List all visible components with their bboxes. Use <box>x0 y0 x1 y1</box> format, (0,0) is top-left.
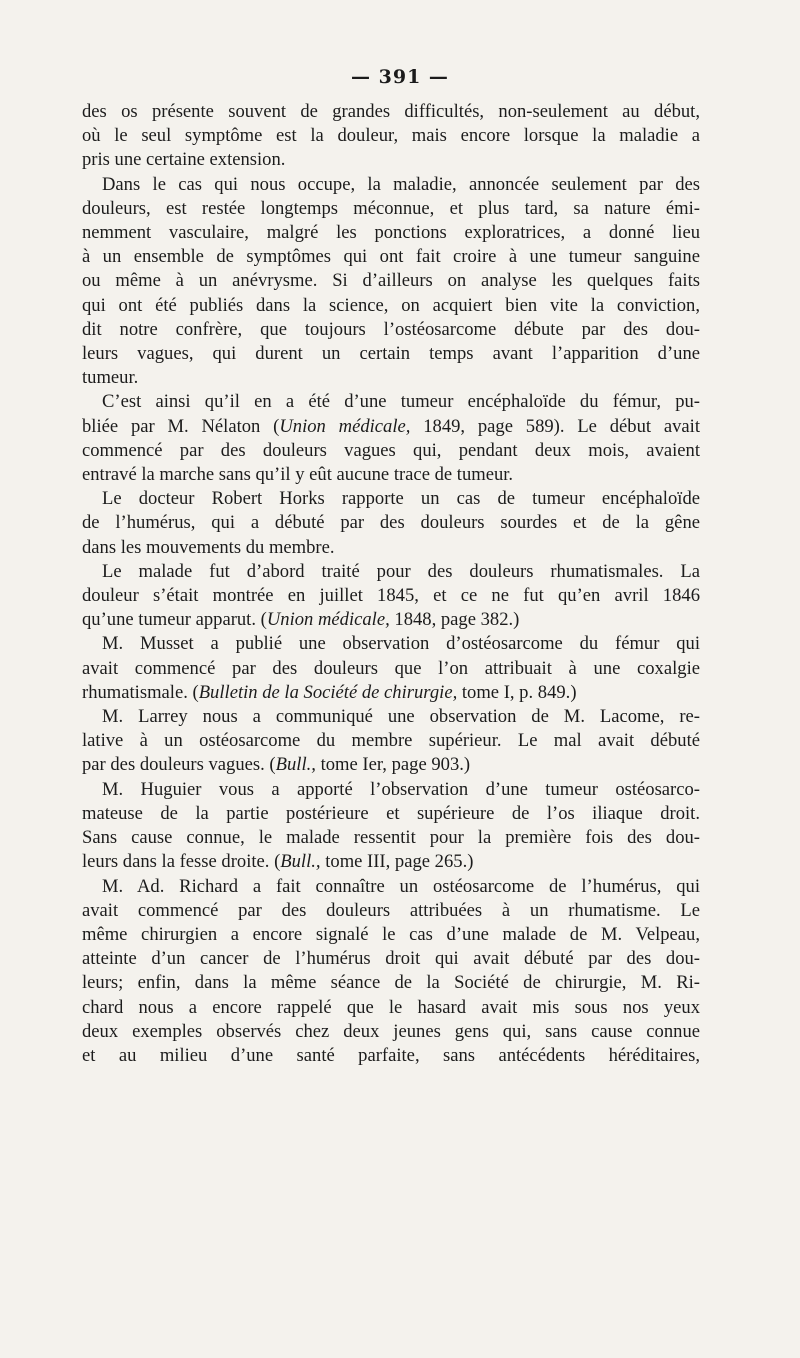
text-line <box>82 729 700 753</box>
text-segment: pris une certaine extension. <box>82 149 286 171</box>
text-segment: et au milieu d’une santé parfaite, sans antécédents héréditaires, <box>82 1044 700 1066</box>
text-line <box>82 996 700 1020</box>
text-segment: des os présente souvent de grandes difficultés, non-seulement au début, <box>82 101 700 122</box>
text-line <box>82 197 700 221</box>
text-line <box>82 802 700 826</box>
text-segment: atteinte d’un cancer de l’humérus droit qui avait débuté par des dou- <box>82 948 700 970</box>
italic-citation: Bull., <box>280 851 321 873</box>
text-segment: M. Ad. Richard a fait connaître un ostéosarcome de l’humérus, qui <box>102 875 700 897</box>
text-segment: de l’humérus, qui a débuté par des douleurs sourdes et de la gêne <box>82 512 700 534</box>
text-segment: rhumatismale. ( <box>82 681 199 703</box>
text-segment: avait commencé par des douleurs attribuées à un rhumatisme. Le <box>82 899 700 921</box>
text-line <box>82 463 700 487</box>
text-segment: même chirurgien a encore signalé le cas d’une malade de M. Velpeau, <box>82 923 700 945</box>
paragraph <box>82 875 700 1069</box>
text-segment: qu’une tumeur apparut. ( <box>82 609 267 631</box>
text-segment: dit notre confrère, que toujours l’ostéosarcome débute par des dou- <box>82 318 700 340</box>
text-segment: 1848, page 382.) <box>389 609 520 631</box>
italic-citation: Bulletin de la Société de chirurgie, <box>198 681 458 703</box>
text-line <box>82 511 700 535</box>
text-line <box>82 536 700 560</box>
text-line <box>82 390 700 414</box>
text-segment: nemment vasculaire, malgré les ponctions exploratrices, a donné lieu <box>82 222 700 244</box>
text-segment: M. Huguier vous a apporté l’observation d’une tumeur ostéosarco- <box>102 778 700 800</box>
text-line <box>82 124 700 148</box>
text-segment: tome I, p. 849.) <box>457 681 577 703</box>
text-line <box>82 294 700 318</box>
italic-citation: Union médicale, <box>266 609 390 631</box>
text-line <box>82 923 700 947</box>
paragraph <box>82 487 700 560</box>
paragraph <box>82 100 700 173</box>
text-segment: lative à un ostéosarcome du membre supérieur. Le mal avait débuté <box>82 730 700 752</box>
text-line <box>82 439 700 463</box>
text-line <box>82 632 700 656</box>
text-line <box>82 342 700 366</box>
text-line <box>82 318 700 342</box>
text-line <box>82 560 700 584</box>
text-line <box>82 173 700 197</box>
text-line <box>82 245 700 269</box>
paragraph <box>82 632 700 705</box>
text-segment: douleurs, est restée longtemps méconnue, et plus tard, sa nature émi- <box>82 197 700 219</box>
text-segment: douleur s’était montrée en juillet 1845, et ce ne fut qu’en avril 1846 <box>82 585 700 607</box>
text-segment: M. Musset a publié une observation d’ostéosarcome du fémur qui <box>102 633 700 655</box>
text-segment: C’est ainsi qu’il en a été d’une tumeur encéphaloïde du fémur, pu- <box>102 391 700 413</box>
text-segment: leurs; enfin, dans la même séance de la Société de chirurgie, M. Ri- <box>82 972 700 994</box>
italic-citation: Bull., <box>275 754 316 776</box>
text-segment: commencé par des douleurs vagues qui, pendant deux mois, avaient <box>82 439 700 461</box>
text-segment: qui ont été publiés dans la science, on acquiert bien vite la conviction, <box>82 294 700 316</box>
text-line <box>82 947 700 971</box>
text-line <box>82 681 700 705</box>
text-line <box>82 778 700 802</box>
text-line <box>82 487 700 511</box>
text-line <box>82 899 700 923</box>
text-line <box>82 971 700 995</box>
text-segment: leurs vagues, qui durent un certain temps avant l’apparition d’une <box>82 343 700 365</box>
text-segment: dans les mouvements du membre. <box>82 536 335 558</box>
text-segment: Dans le cas qui nous occupe, la maladie, annoncée seulement par des <box>102 173 700 195</box>
text-line <box>82 850 700 874</box>
body-text <box>82 100 700 1068</box>
paragraph <box>82 560 700 633</box>
text-segment: Le docteur Robert Horks rapporte un cas de tumeur encéphaloïde <box>102 488 700 510</box>
text-segment: où le seul symptôme est la douleur, mais encore lorsque la maladie a <box>82 125 700 147</box>
text-segment: tumeur. <box>82 367 139 389</box>
text-segment: bliée par M. Nélaton ( <box>82 415 280 437</box>
text-segment: tome III, page 265.) <box>320 851 474 873</box>
text-line <box>82 1020 700 1044</box>
text-segment: ou même à un anévrysme. Si d’ailleurs on analyse les quelques faits <box>82 270 700 292</box>
text-line <box>82 875 700 899</box>
italic-citation: Union médicale, <box>279 415 411 437</box>
text-line <box>82 753 700 777</box>
text-segment: tome Ier, page 903.) <box>315 754 471 776</box>
text-segment: entravé la marche sans qu’il y eût aucune trace de tumeur. <box>82 464 514 486</box>
paragraph <box>82 705 700 778</box>
page-number-header: — 391 — <box>351 66 449 88</box>
text-line <box>82 269 700 293</box>
text-segment: chard nous a encore rappelé que le hasard avait mis sous nos yeux <box>82 996 700 1018</box>
text-segment: Le malade fut d’abord traité pour des douleurs rhumatismales. La <box>102 560 700 582</box>
paragraph <box>82 778 700 875</box>
text-line <box>82 415 700 439</box>
text-line <box>82 221 700 245</box>
text-line <box>82 584 700 608</box>
text-segment: avait commencé par des douleurs que l’on attribuait à une coxalgie <box>82 657 700 679</box>
text-line <box>82 148 700 172</box>
text-line <box>82 608 700 632</box>
text-line <box>82 826 700 850</box>
text-segment: deux exemples observés chez deux jeunes gens qui, sans cause connue <box>82 1020 700 1042</box>
text-line <box>82 100 700 124</box>
text-segment: M. Larrey nous a communiqué une observation de M. Lacome, re- <box>102 706 700 728</box>
paragraph <box>82 390 700 487</box>
text-segment: 1849, page 589). Le début avait <box>410 415 700 437</box>
text-line <box>82 366 700 390</box>
paragraph <box>82 173 700 391</box>
text-line <box>82 657 700 681</box>
text-segment: à un ensemble de symptômes qui ont fait croire à une tumeur sanguine <box>82 246 700 268</box>
text-segment: par des douleurs vagues. ( <box>82 754 276 776</box>
text-segment: leurs dans la fesse droite. ( <box>82 851 281 873</box>
text-line <box>82 705 700 729</box>
text-segment: Sans cause connue, le malade ressentit pour la première fois des dou- <box>82 827 700 849</box>
text-line <box>82 1044 700 1068</box>
text-segment: mateuse de la partie postérieure et supérieure de l’os iliaque droit. <box>82 802 700 824</box>
